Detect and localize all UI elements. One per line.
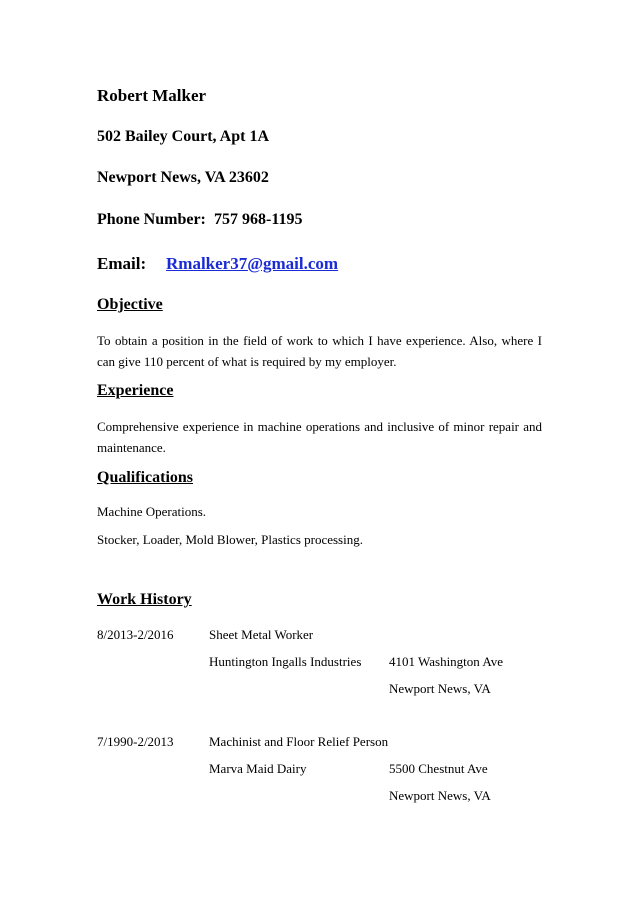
qualification-item: Machine Operations. <box>97 504 207 519</box>
email-link[interactable]: Rmalker37@gmail.com <box>166 254 339 273</box>
job-employer: Huntington Ingalls Industries <box>209 654 362 669</box>
email-label: Email: <box>97 254 147 273</box>
job-title: Machinist and Floor Relief Person <box>209 734 389 749</box>
qualifications-heading: Qualifications <box>97 469 194 486</box>
work-history-heading: Work History <box>97 591 192 608</box>
phone-label: Phone Number: <box>97 211 206 228</box>
experience-heading: Experience <box>97 382 174 399</box>
address-line-2: Newport News, VA 23602 <box>97 169 269 186</box>
experience-text: Comprehensive experience in machine operations and inclusive of minor repair and maintenance. <box>97 419 542 455</box>
job-dates: 8/2013-2/2016 <box>97 627 174 642</box>
job-street: 4101 Washington Ave <box>389 654 504 669</box>
objective-text: To obtain a position in the field of work to which I have experience. Also, where I can give 110 percent of what is required by my employer. <box>97 333 542 369</box>
job-city: Newport News, VA <box>389 788 491 803</box>
applicant-name: Robert Malker <box>97 86 207 105</box>
job-city: Newport News, VA <box>389 681 491 696</box>
address-line-1: 502 Bailey Court, Apt 1A <box>97 128 269 145</box>
job-employer: Marva Maid Dairy <box>209 761 307 776</box>
phone-number: 757 968-1195 <box>214 211 303 228</box>
job-title: Sheet Metal Worker <box>209 627 314 642</box>
qualification-item: Stocker, Loader, Mold Blower, Plastics processing. <box>97 532 363 547</box>
job-street: 5500 Chestnut Ave <box>389 761 488 776</box>
job-dates: 7/1990-2/2013 <box>97 734 174 749</box>
objective-heading: Objective <box>97 296 163 313</box>
